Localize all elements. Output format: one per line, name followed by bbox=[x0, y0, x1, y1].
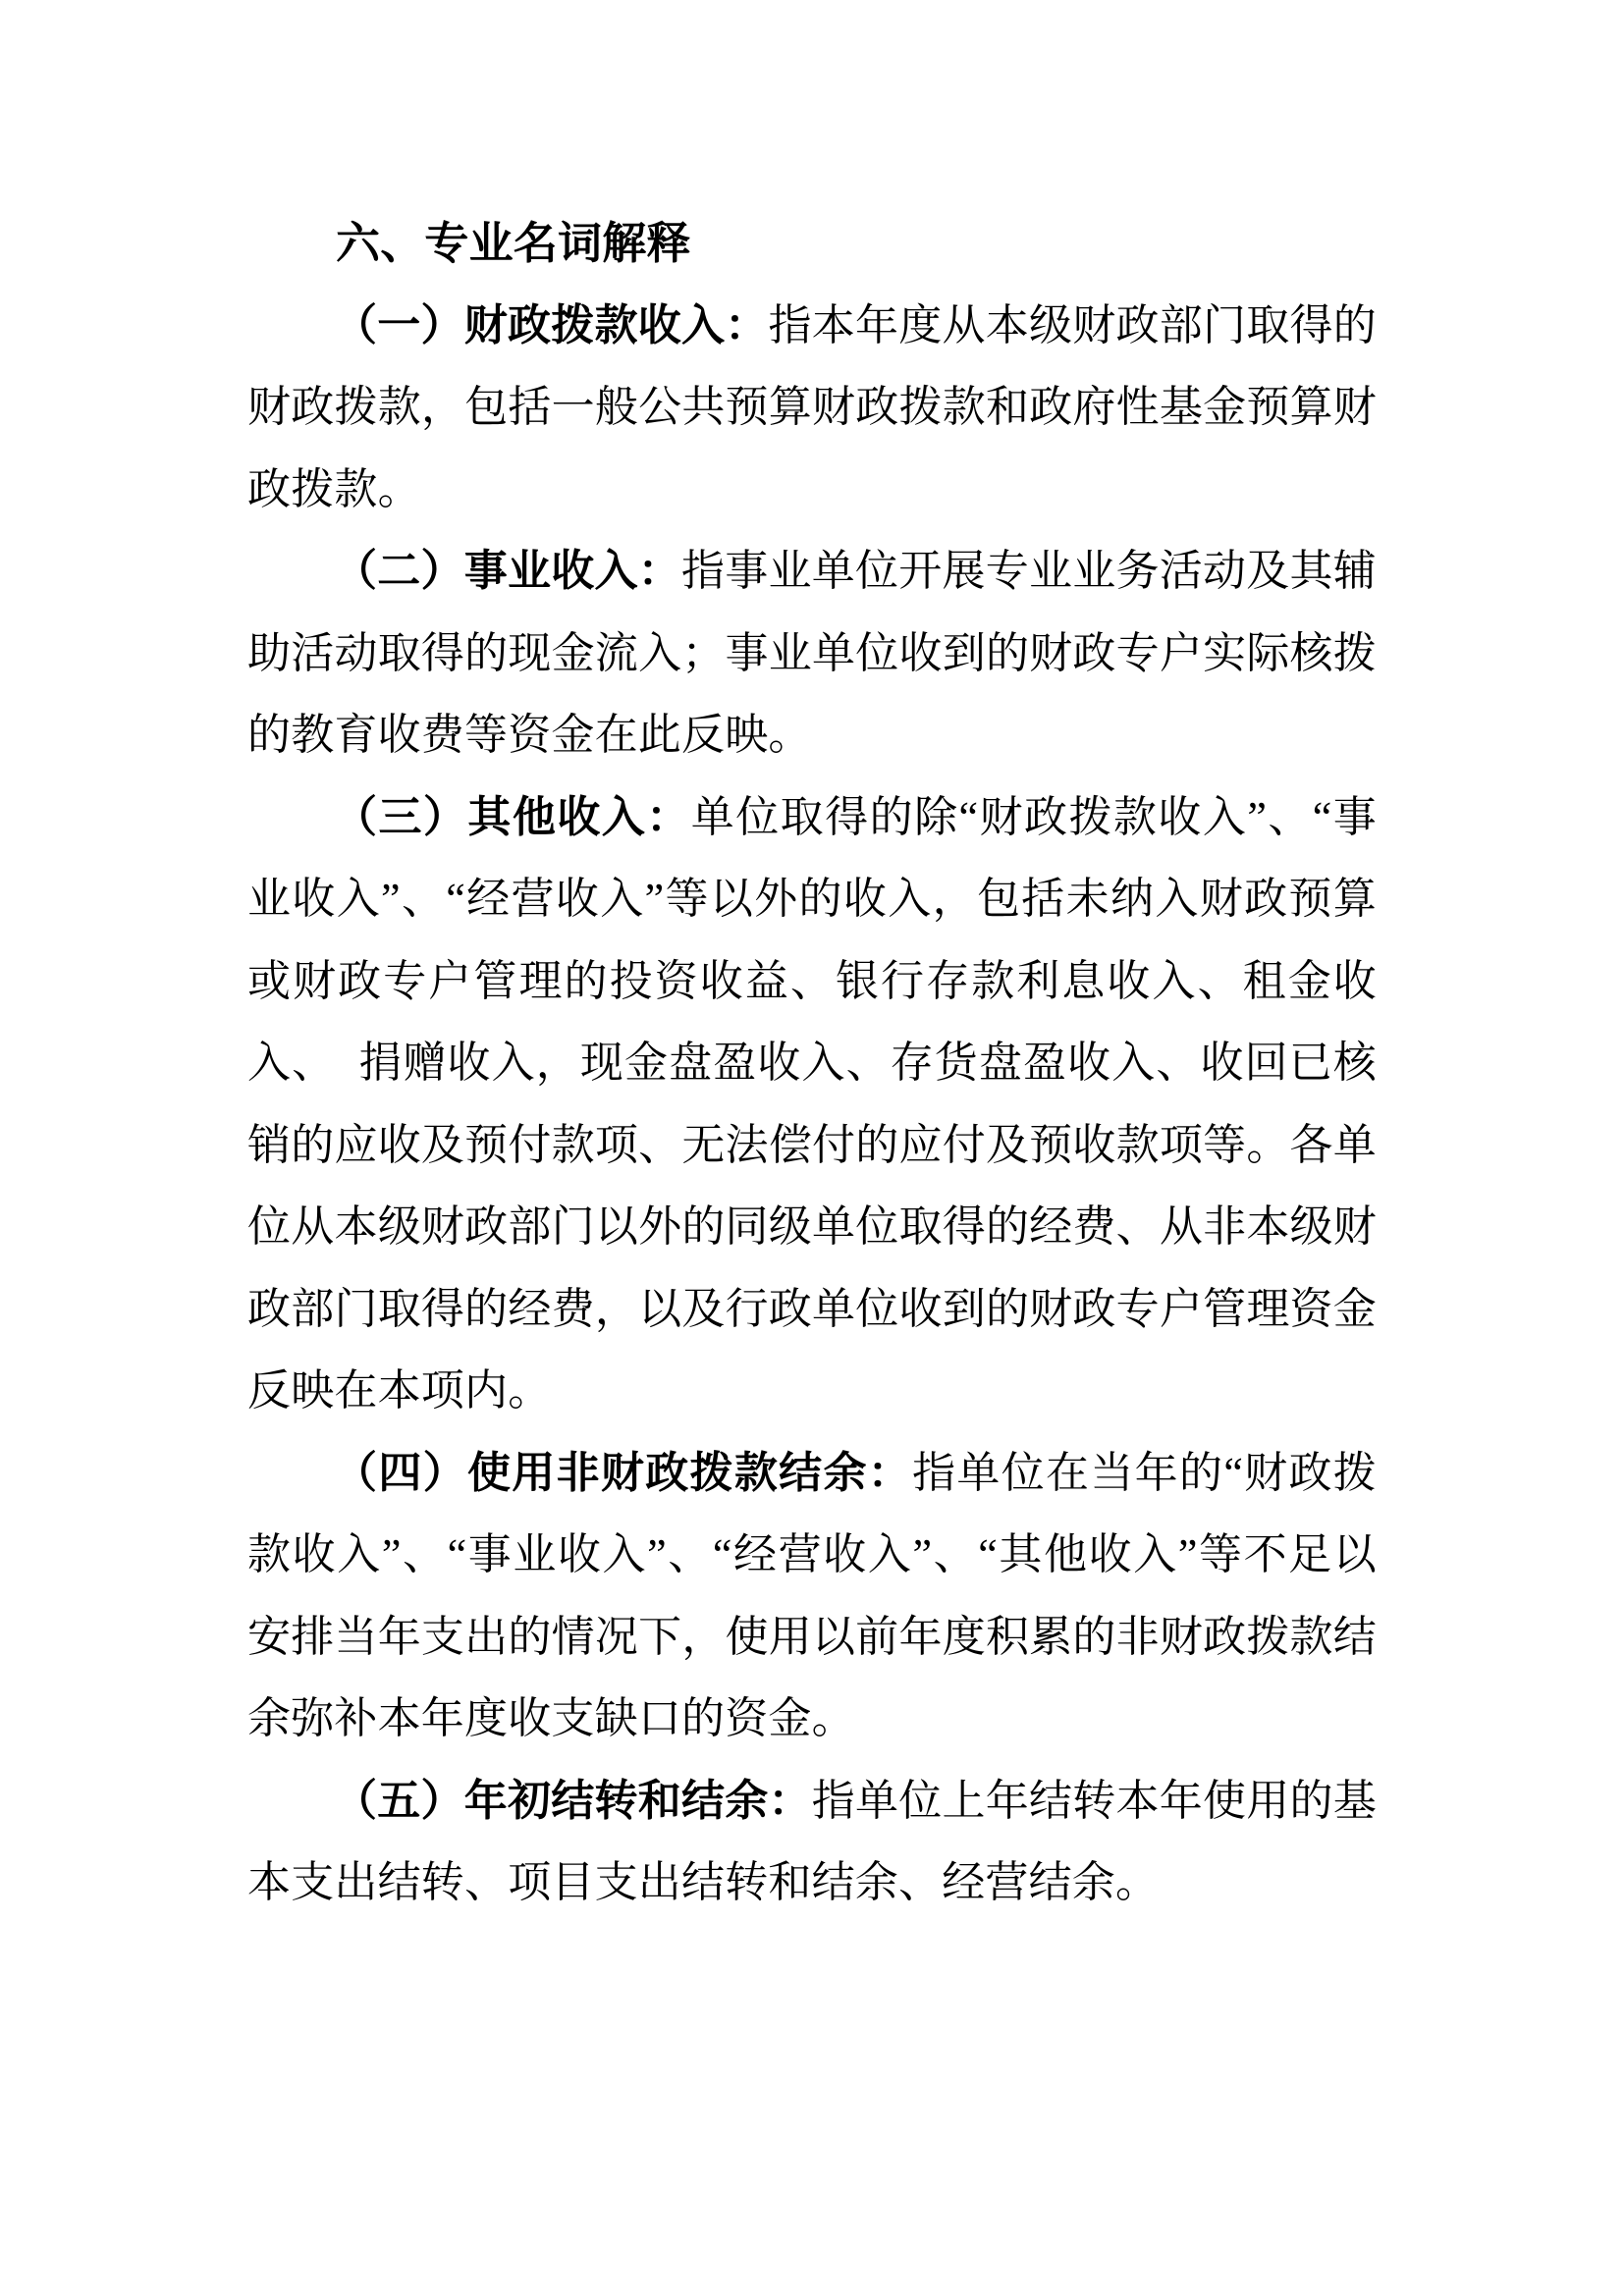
term-label: （三）其他收入： bbox=[334, 792, 691, 841]
term-label: （五）年初结转和结余： bbox=[334, 1776, 812, 1825]
term-definition: 单位取得的除“财政拨款收入”、“事业收入”、“经营收入”等以外的收入，包括未纳入财政预算或财政专户管理的投资收益、银行存款利息收入、租金收入、 捐赠收入，现金盘盈收入、存货盘盈收入、收回已核销的应收及预付款项、无法偿付的应付及预收款项等。各单位从本级财政部门以外的同级单位取得的经费、从非本级财政部门取得的经费，以及行政单位收到的财政专户管理资金反映在本项内。 bbox=[247, 792, 1377, 1415]
definition-paragraph bbox=[247, 1432, 1377, 1760]
definition-paragraph bbox=[247, 776, 1377, 1432]
term-definition: 指单位上年结转本年使用的基本支出结转、项目支出结转和结余、经营结余。 bbox=[247, 1776, 1377, 1906]
term-definition: 指事业单位开展专业业务活动及其辅助活动取得的现金流入；事业单位收到的财政专户实际核拨的教育收费等资金在此反映。 bbox=[247, 547, 1377, 759]
definition-paragraph bbox=[247, 285, 1377, 531]
term-label: （二）事业收入： bbox=[334, 547, 682, 595]
section-title: 六、专业名词解释 bbox=[336, 218, 691, 268]
definition-paragraph bbox=[247, 530, 1377, 776]
term-label: （一）财政拨款收入： bbox=[334, 300, 769, 349]
definition-paragraph bbox=[247, 1760, 1377, 1924]
term-definition: 指本年度从本级财政部门取得的财政拨款，包括一般公共预算财政拨款和政府性基金预算财政拨款。 bbox=[247, 300, 1377, 513]
term-label: （四）使用非财政拨款结余： bbox=[334, 1448, 913, 1497]
term-definition: 指单位在当年的“财政拨款收入”、“事业收入”、“经营收入”、“其他收入”等不足以安排当年支出的情况下，使用以前年度积累的非财政拨款结余弥补本年度收支缺口的资金。 bbox=[247, 1448, 1377, 1742]
